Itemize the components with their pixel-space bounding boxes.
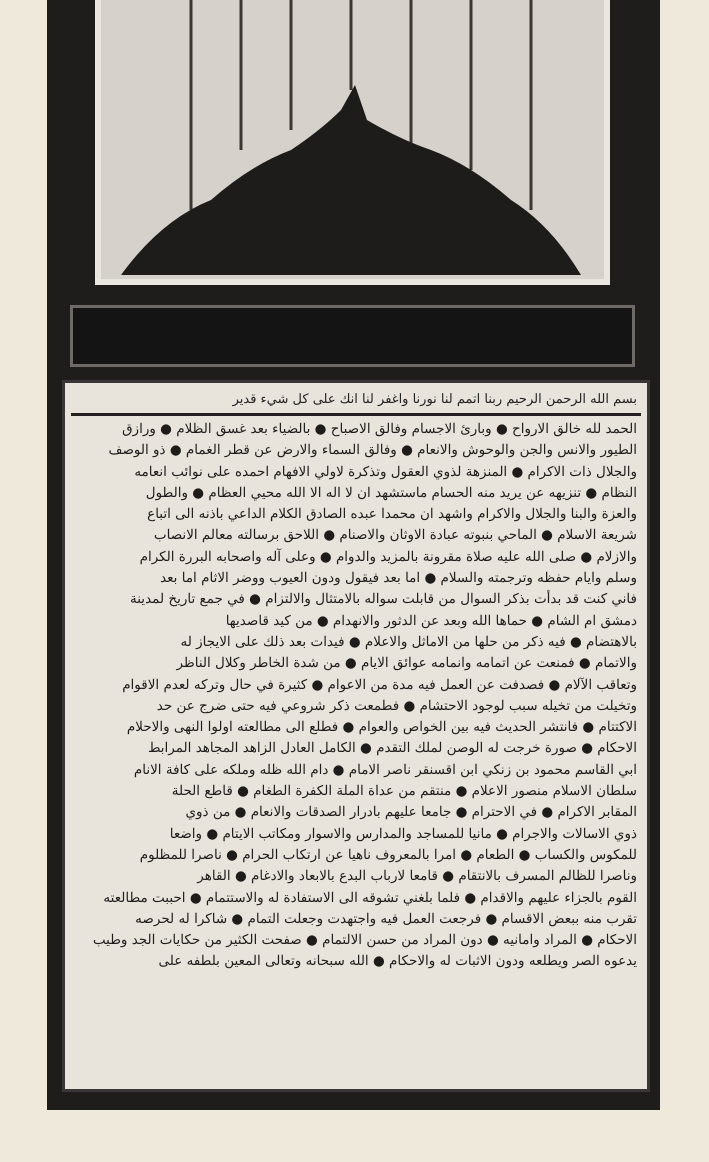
text-line: والاتمام ● فمنعت عن اتمامه وانمامه عوائق الايام ● من شدة الخاطر وكلال الناظر <box>176 655 637 672</box>
text-line: وتخيلت من تخيله سبب لوجود الاحتشام ● فطمعت ذكر شروعي فيه حتى ضرج عن حد <box>156 697 637 714</box>
basmala-heading: بسم الله الرحمن الرحيم ربنا اتمم لنا نورنا واغفر لنا انك على كل شيء قدير <box>71 387 641 416</box>
text-line: والعزة والبنا والجلال والاكرام واشهد ان محمدا عبده الصادق الكلام الداعي باذنه الى اتباع <box>147 506 637 523</box>
text-line: المقابر الاكرام ● في الاحترام ● جامعا عليهم بادرار الصدقات والانعام ● من ذوي <box>185 804 637 821</box>
text-line: ذوي الاسالات والاجرام ● مانيا للمساجد والمدارس والاسوار ومكاتب الايتام ● واضعا <box>169 825 637 842</box>
text-line: ابي القاسم محمود بن زنكي ابن اقسنقر ناصر الامام ● دام الله ظله وملكه على كافة الانام <box>133 761 637 778</box>
text-line: الطيور والانس والجن والوحوش والانعام ● وفالق السماء والارض عن قطر الغمام ● ذو الوصف <box>108 442 637 459</box>
decorative-band <box>70 305 635 367</box>
text-line: شريعة الاسلام ● الماحي بنبوته عبادة الاوثان والاصنام ● اللاحق برسالته معالم الانصاب <box>153 527 637 544</box>
text-line: وسلم وايام حفظه وترجمته والسلام ● اما بعد فيقول ودون العيوب ووضر الاثام اما بعد <box>160 570 637 587</box>
text-line: الاحكام ● المراد وامانيه ● دون المراد من حسن الالتمام ● صفحت الكثير من حكايات الجد وطيب <box>92 932 637 949</box>
text-line: القوم بالجزاء عليهم والاقدام ● فلما بلغني تشوقه الى الاستفادة له والاستتمام ● احببت مطالعته <box>103 889 637 906</box>
text-line: الاكتتام ● فانتشر الحديث فيه بين الخواص والعوام ● فطلع الى مطالعته اولوا النهى والاحلام <box>126 719 637 736</box>
text-panel <box>62 380 650 1092</box>
text-line: فاني كنت قد بدأت بذكر السوال من قابلت سواله بالامتثال والالتزام ● في جمع تاريخ لمدينة <box>130 591 637 608</box>
illuminated-arch-panel <box>95 0 610 285</box>
text-line: يدعوه الصر ويطلعه ودون الاثبات له والاحكام ● الله سبحانه وتعالى المعين بلطفه على <box>158 953 637 970</box>
text-line: والازلام ● صلى الله عليه صلاة مقرونة بالمزيد والدوام ● وعلى آله واصحابه البررة الكرام <box>139 548 637 565</box>
text-line: سلطان الاسلام منصور الاعلام ● منتقم من عداة الملة الكفرة الطغام ● قاطع الحلة <box>171 783 637 800</box>
text-line: بالاهتضام ● فيه ذكر من حلها من الاماثل والاعلام ● فيدات بعد ذلك على الايجاز له <box>180 633 637 650</box>
dome-ornament <box>101 0 604 279</box>
text-line: الاحكام ● صورة خرجت له الوصن لملك التقدم ● الكامل العادل الزاهد المجاهد المرابط <box>147 740 637 757</box>
manuscript-text <box>77 419 637 1081</box>
text-line: وناصرا للظالم المسرف بالانتقام ● قامعا لارباب البدع بالابعاد والادغام ● القاهر <box>197 868 637 885</box>
text-line: وتعاقب الآلام ● فصدفت عن العمل فيه مدة من الاعوام ● كثيرة في حال وتركه لعدم الاقوام <box>122 676 637 693</box>
text-line: الحمد لله خالق الارواح ● وبارئ الاجسام وفالق الاصباح ● بالضياء بعد غسق الظلام ● ورازق <box>122 421 637 437</box>
text-line: تقرب منه ببعض الاقسام ● فرجعت العمل فيه واجتهدت وجعلت التمام ● شاكرا له لحرصه <box>135 910 637 927</box>
text-line: للمكوس والكساب ● الطعام ● امرا بالمعروف ناهيا عن ارتكاب الحرام ● ناصرا للمظلوم <box>139 846 637 863</box>
text-line: النظام ● تنزيهه عن يريد منه الحسام ماستشهد ان لا اله الا الله محيي العظام ● والطول <box>145 484 637 501</box>
text-line: دمشق ام الشام ● حماها الله وبعد عن الدثور والانهدام ● من كيد قاصديها <box>225 612 637 629</box>
text-line: والجلال ذات الاكرام ● المنزهة لذوي العقول وتذكرة لاولي الافهام احمده على نوائب انعامه <box>134 463 637 480</box>
